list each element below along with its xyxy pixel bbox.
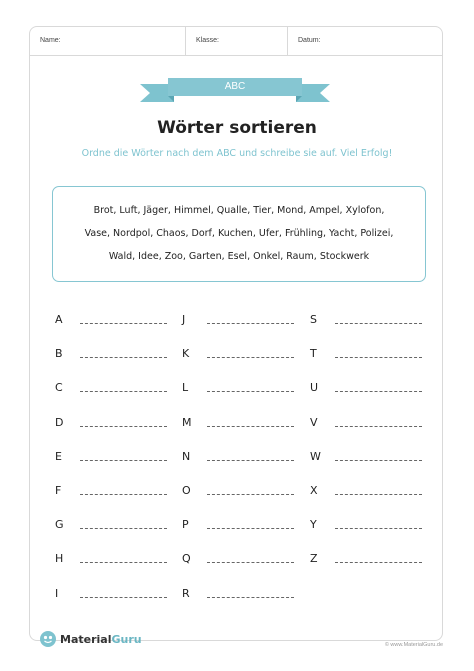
logo-text-material: Material	[60, 632, 112, 646]
alphabet-letter: U	[310, 381, 319, 395]
alphabet-letter: E	[55, 449, 62, 463]
date-field[interactable]	[288, 27, 442, 55]
alphabet-letter: D	[55, 415, 64, 429]
alphabet-letter: N	[182, 449, 191, 463]
alphabet-letter: K	[182, 347, 190, 361]
alphabet-letter: Y	[310, 518, 317, 532]
class-label: Klasse:	[196, 37, 219, 44]
alphabet-letter: C	[55, 381, 63, 395]
alphabet-letter: O	[182, 484, 191, 497]
alphabet-letter: R	[182, 586, 190, 600]
alphabet-letter: L	[182, 381, 189, 395]
page-title: Wörter sortieren	[157, 118, 317, 138]
instruction-text: Ordne die Wörter nach dem ABC und schreibe sie auf. Viel Erfolg!	[81, 148, 393, 159]
alphabet-letter: W	[310, 449, 321, 463]
alphabet-letter: V	[310, 415, 318, 429]
name-label: Name:	[40, 37, 61, 44]
alphabet-letter: M	[182, 415, 192, 429]
logo-text	[60, 633, 142, 646]
alphabet-letter: P	[182, 518, 189, 532]
word-line: Brot, Luft, Jäger, Himmel, Qualle, Tier, Mond, Ampel, Xylofon,	[93, 205, 385, 216]
alphabet-letter: A	[55, 313, 63, 326]
logo-face-icon	[40, 631, 56, 647]
ribbon-label: ABC	[224, 81, 246, 92]
header-row	[30, 27, 442, 56]
alphabet-letter: B	[55, 347, 63, 361]
alphabet-letter: H	[55, 552, 64, 566]
alphabet-letter: Z	[310, 552, 318, 566]
word-line: Vase, Nordpol, Chaos, Dorf, Kuchen, Ufer, Frühling, Yacht, Polizei,	[84, 228, 394, 239]
alphabet-letter: J	[182, 313, 186, 326]
logo-text-guru: Guru	[111, 632, 142, 646]
word-list-box	[52, 186, 426, 282]
class-field[interactable]	[186, 27, 288, 55]
date-label: Datum:	[298, 37, 321, 44]
materialguru-logo	[40, 631, 142, 647]
alphabet-letter: G	[55, 518, 64, 532]
alphabet-letter: S	[310, 313, 317, 326]
alphabet-letter: X	[310, 484, 318, 497]
alphabet-letter: Q	[182, 552, 191, 566]
name-field[interactable]	[30, 27, 186, 55]
alphabet-letter: T	[310, 347, 317, 361]
alphabet-letter: I	[55, 586, 59, 600]
word-line: Wald, Idee, Zoo, Garten, Esel, Onkel, Raum, Stockwerk	[108, 251, 370, 262]
alphabet-letter: F	[55, 484, 62, 497]
copyright-text: © www.MaterialGuru.de	[384, 642, 443, 648]
